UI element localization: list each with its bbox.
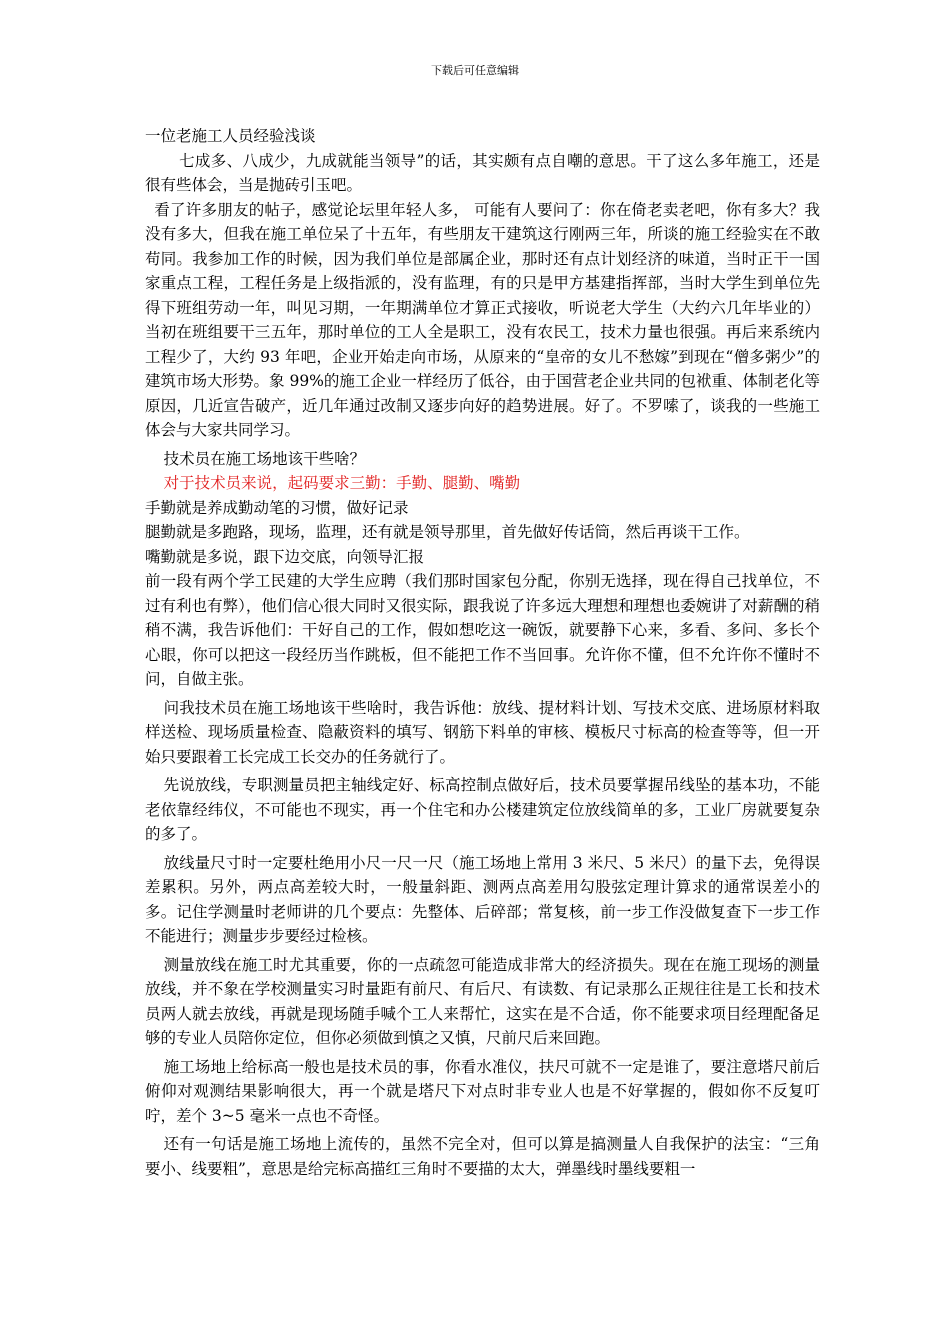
highlight-three-diligences: 对于技术员来说，起码要求三勤：手勤、腿勤、嘴勤 <box>163 474 521 492</box>
article-title: 一位老施工人员经验浅谈 <box>145 127 316 145</box>
article-body <box>145 124 820 1181</box>
paragraph-graduates: 前一段有两个学工民建的大学生应聘（我们那时国家包分配，你别无选择，现在得自己找单位，不过有利也有弊），他们信心很大同时又很实际，跟我说了许多远大理想和理想也委婉讲了对薪酬的稍稍不满，我告诉他们：干好自己的工作，假如想吃这一碗饭，就要静下心来，多看、多问、多长个心眼，你可以把这一段经历当作跳板，但不能把工作不当回事。允许你不懂，但不允许你不懂时不问，自做主张。 <box>145 572 820 688</box>
paragraph-duties: 问我技术员在施工场地该干些啥时，我告诉他：放线、提材料计划、写技术交底、进场原材料取样送检、现场质量检查、隐蔽资料的填写、钢筋下料单的审核、模板尺寸标高的检查等等，但一开始只要跟着工长完成工长交办的任务就行了。 <box>145 698 820 766</box>
paragraph-measuring: 放线量尺寸时一定要杜绝用小尺一尺一尺（施工场地上常用 3 米尺、5 米尺）的量下去，免得误差累积。另外，两点高差较大时，一般量斜距、测两点高差用勾股弦定理计算求的通常误差小的多。记住学测量时老师讲的几个要点：先整体、后碎部；常复核，前一步工作没做复查下一步工作不能进行；测量步步要经过检核。 <box>145 853 820 945</box>
paragraph-mouth-diligence: 嘴勤就是多说，跟下边交底，向领导汇报 <box>145 547 425 566</box>
paragraph-background: 看了许多朋友的帖子，感觉论坛里年轻人多， 可能有人要问了：你在倚老卖老吧，你有多大？我没有多大，但我在施工单位呆了十五年，有些朋友干建筑这行刚两三年，所谈的施工经验实在不敢苟同。我参加工作的时候，因为我们单位是部属企业，那时还有点计划经济的味道，当时正干一国家重点工程，工程任务是上级指派的，没有监理，有的只是甲方基建指挥部，当时大学生到单位先得下班组劳动一年，叫见习期，一年期满单位才算正式接收，听说老大学生（大约六几年毕业的）当初在班组要干三五年，那时单位的工人全是职工，没有农民工，技术力量也很强。再后来系统内工程少了，大约 93 年吧，企业开始走向市场，从原来的“皇帝的女儿不愁嫁”到现在“僧多粥少”的建筑市场大形势。象 99%的施工企业一样经历了低谷，由于国营老企业共同的包袱重、体制老化等原因，几近宣告破产，近几年通过改制又逐步向好的趋势进展。好了。不罗嗦了，谈我的一些施工体会与大家共同学习。 <box>145 200 820 439</box>
paragraph-hand-diligence: 手勤就是养成勤动笔的习惯，做好记录 <box>145 498 409 517</box>
page-header-note: 下载后可任意编辑 <box>431 64 519 77</box>
paragraph-elevation: 施工场地上给标高一般也是技术员的事，你看水准仪，扶尺可就不一定是谁了，要注意塔尺前后俯仰对观测结果影响很大，再一个就是塔尺下对点时非专业人也是不好掌握的，假如你不反复叮咛，差个 3~5 毫米一点也不奇怪。 <box>145 1057 820 1125</box>
section-question: 技术员在施工场地该干些啥？ <box>163 449 366 468</box>
paragraph-intro: 七成多、八成少，九成就能当领导”的话，其实颇有点自嘲的意思。干了这么多年施工，还是很有些体会，当是抛砖引玉吧。 <box>145 151 820 194</box>
paragraph-layout: 先说放线，专职测量员把主轴线定好、标高控制点做好后，技术员要掌握吊线坠的基本功，不能老依靠经纬仪，不可能也不现实，再一个住宅和办公楼建筑定位放线简单的多，工业厂房就要复杂的多了。 <box>145 776 820 843</box>
paragraph-saying: 还有一句话是施工场地上流传的，虽然不完全对，但可以算是搞测量人自我保护的法宝：“三角要小、线要粗”，意思是给完标高描红三角时不要描的太大，弹墨线时墨线要粗一 <box>145 1135 820 1178</box>
paragraph-leg-diligence: 腿勤就是多跑路，现场，监理，还有就是领导那里，首先做好传话筒，然后再谈干工作。 <box>145 523 750 541</box>
paragraph-survey-importance: 测量放线在施工时尤其重要，你的一点疏忽可能造成非常大的经济损失。现在在施工现场的测量放线，并不象在学校测量实习时量距有前尺、有后尺、有读数、有记录那么正规往往是工长和技术员两人就去放线，再就是现场随手喊个工人来帮忙，这实在是不合适，你不能要求项目经理配备足够的专业人员陪你定位，但你必须做到慎之又慎，尺前尺后来回跑。 <box>145 955 820 1047</box>
